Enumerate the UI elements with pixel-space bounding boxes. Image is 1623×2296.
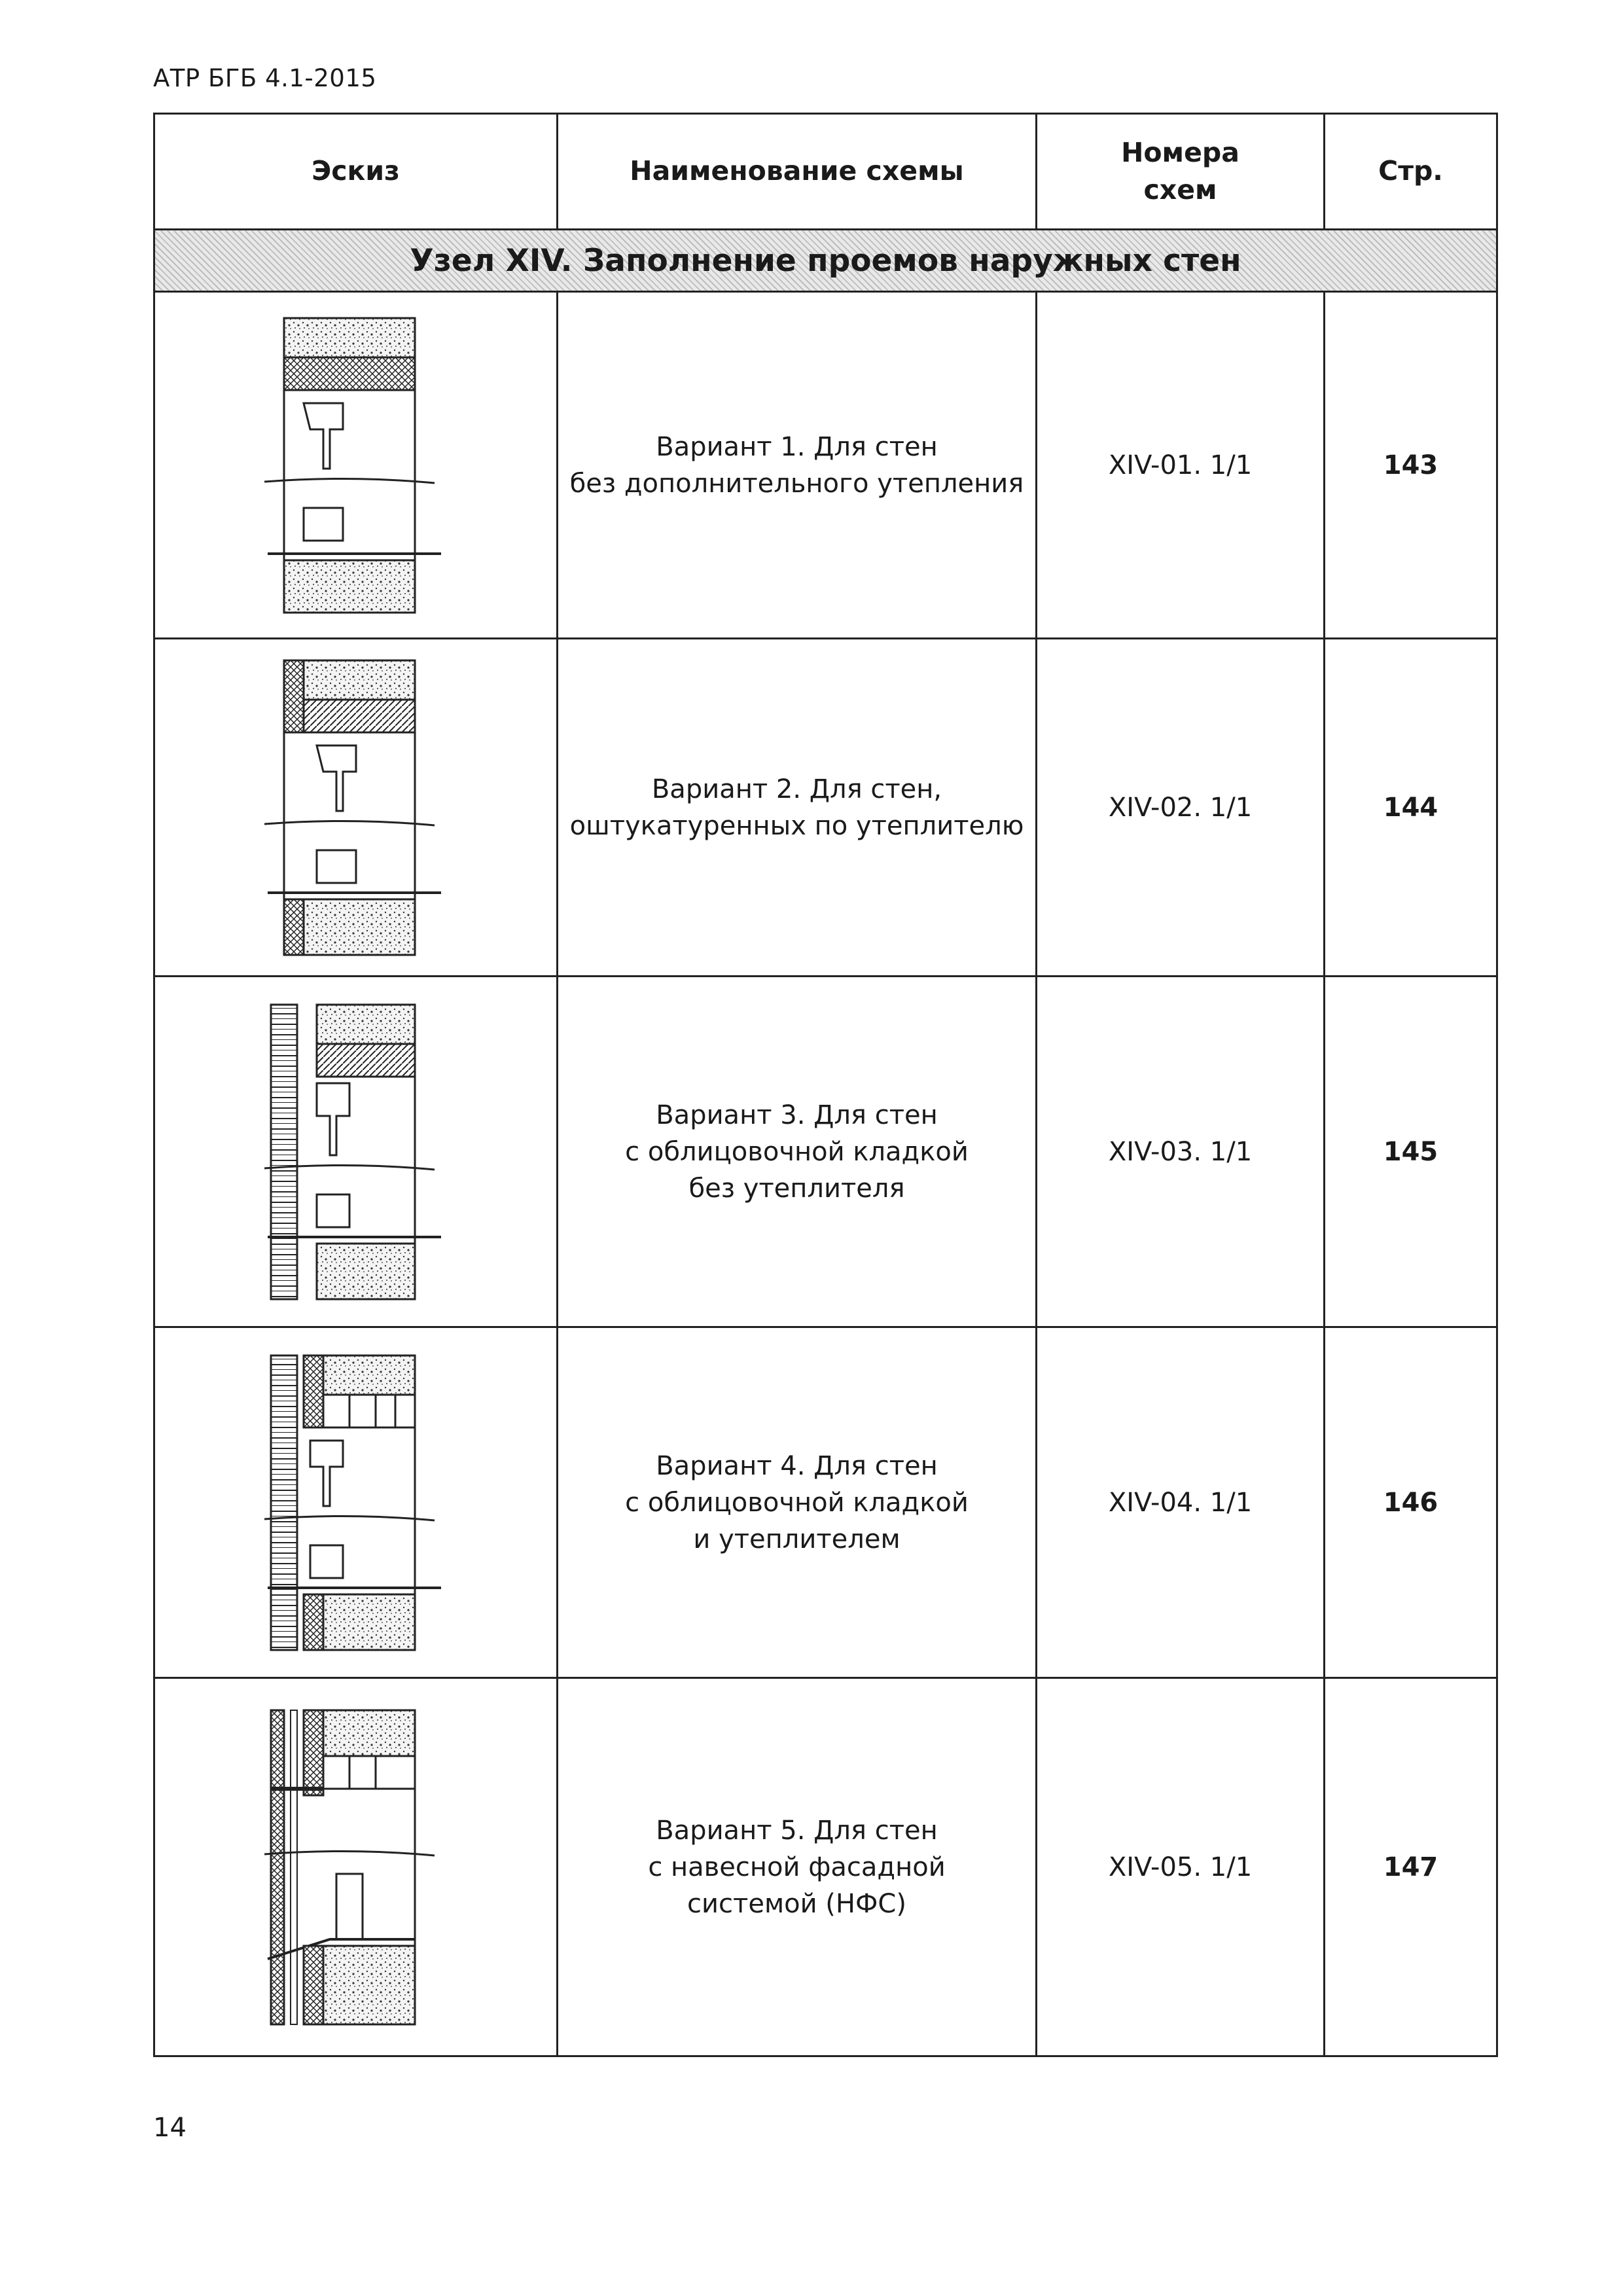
table-row bbox=[154, 1678, 1497, 2056]
column-header-sketch: Эскиз bbox=[154, 114, 558, 230]
scheme-name-cell bbox=[558, 639, 1037, 977]
sketch-cell bbox=[154, 292, 558, 639]
scheme-name-line: с облицовочной кладкой bbox=[625, 1136, 969, 1167]
column-header-scheme-numbers bbox=[1037, 114, 1325, 230]
scheme-name-line: Вариант 3. Для стен bbox=[656, 1100, 938, 1130]
sketch-cell bbox=[154, 639, 558, 977]
window-opening-section-drawing-icon bbox=[264, 654, 448, 961]
page-ref: 145 bbox=[1325, 977, 1497, 1327]
sketch-cell bbox=[154, 977, 558, 1327]
column-header-scheme-numbers-line1: Номера bbox=[1121, 136, 1240, 168]
page-number: 14 bbox=[153, 2113, 187, 2143]
scheme-name-cell bbox=[558, 977, 1037, 1327]
window-opening-section-drawing-icon bbox=[264, 1704, 448, 2031]
scheme-name-line: без утеплителя bbox=[688, 1173, 905, 1204]
scheme-name-line: с облицовочной кладкой bbox=[625, 1487, 969, 1518]
sketch-cell bbox=[154, 1678, 558, 2056]
sketch-cell bbox=[154, 1327, 558, 1678]
scheme-name-line: и утеплителем bbox=[693, 1524, 901, 1554]
scheme-name-line: оштукатуренных по утеплителю bbox=[569, 810, 1024, 841]
scheme-number: XIV-04. 1/1 bbox=[1037, 1327, 1325, 1678]
column-header-scheme-numbers-line2: схем bbox=[1143, 174, 1217, 206]
scheme-name-line: Вариант 5. Для стен bbox=[656, 1815, 938, 1846]
column-header-name: Наименование схемы bbox=[558, 114, 1037, 230]
scheme-number: XIV-03. 1/1 bbox=[1037, 977, 1325, 1327]
scheme-name-line: с навесной фасадной bbox=[648, 1852, 946, 1882]
scheme-name-line: Вариант 1. Для стен bbox=[656, 431, 938, 462]
scheme-name-cell bbox=[558, 1678, 1037, 2056]
scheme-name-cell bbox=[558, 292, 1037, 639]
column-header-page: Стр. bbox=[1325, 114, 1497, 230]
table-row bbox=[154, 639, 1497, 977]
scheme-name-line: Вариант 4. Для стен bbox=[656, 1450, 938, 1481]
table-row bbox=[154, 292, 1497, 639]
section-title: Узел XIV. Заполнение проемов наружных стен bbox=[154, 230, 1497, 292]
scheme-name-line: системой (НФС) bbox=[687, 1888, 906, 1919]
table-header-row bbox=[154, 114, 1497, 230]
scheme-name-line: без дополнительного утепления bbox=[569, 468, 1024, 499]
scheme-name-line: Вариант 2. Для стен, bbox=[651, 774, 942, 804]
table-row bbox=[154, 1327, 1497, 1678]
scheme-number: XIV-02. 1/1 bbox=[1037, 639, 1325, 977]
scheme-name-cell bbox=[558, 1327, 1037, 1678]
window-opening-section-drawing-icon bbox=[264, 1349, 448, 1657]
page-ref: 147 bbox=[1325, 1678, 1497, 2056]
window-opening-section-drawing-icon bbox=[264, 998, 448, 1306]
page-ref: 143 bbox=[1325, 292, 1497, 639]
scheme-index-table bbox=[153, 113, 1498, 2057]
table-row bbox=[154, 977, 1497, 1327]
document-code: АТР БГБ 4.1-2015 bbox=[153, 64, 377, 92]
scheme-number: XIV-05. 1/1 bbox=[1037, 1678, 1325, 2056]
page-ref: 146 bbox=[1325, 1327, 1497, 1678]
page-ref: 144 bbox=[1325, 639, 1497, 977]
scheme-number: XIV-01. 1/1 bbox=[1037, 292, 1325, 639]
window-opening-section-drawing-icon bbox=[264, 312, 448, 619]
section-row bbox=[154, 230, 1497, 292]
